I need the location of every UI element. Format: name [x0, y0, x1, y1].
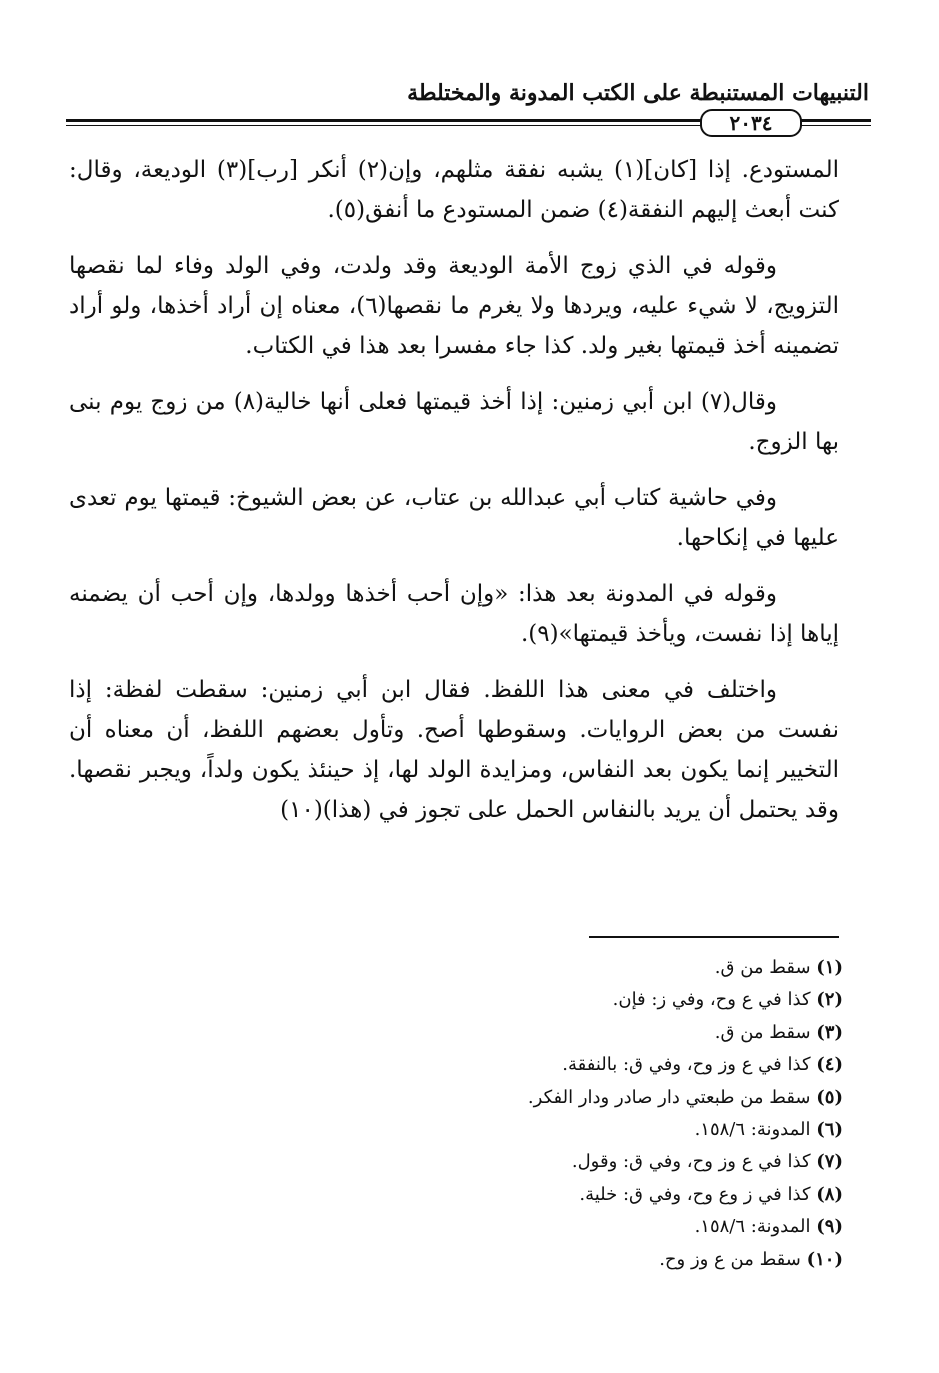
footnote-number: (٤)	[816, 1054, 843, 1076]
footnote-separator	[589, 936, 839, 938]
footnote-number: (١)	[816, 957, 843, 978]
footnotes	[343, 952, 843, 1276]
paragraph: وقال(٧) ابن أبي زمنين: إذا أخذ قيمتها فعلى أنها خالية(٨) من زوج يوم بنى بها الزوج.	[69, 389, 839, 455]
footnote	[343, 984, 843, 1016]
paragraph: واختلف في معنى هذا اللفظ. فقال ابن أبي زمنين: سقطت لفظة: إذا نفست من بعض الروايات. وسقوطها أصح. وتأول بعضهم اللفظ، أن معناه أن التخيير إنما يكون بعد النفاس، ومزايدة الولد لها، إذ حينئذ يكون ولداً، ويجبر نقصها. وقد يحتمل أن يريد بالنفاس الحمل على تجوز في (هذا)(١٠)	[69, 677, 839, 823]
paragraph: وفي حاشية كتاب أبي عبدالله بن عتاب، عن بعض الشيوخ: قيمتها يوم تعدى عليها في إنكاحها.	[69, 485, 839, 551]
footnote-number: (٨)	[816, 1183, 843, 1205]
footnote-text: سقط من ق.	[714, 1021, 811, 1043]
footnote-number: (٦)	[816, 1119, 843, 1141]
footnote-text: كذا في ع وح، وفي ز: فإن.	[612, 989, 811, 1011]
main-text	[69, 150, 839, 846]
footnote	[343, 1017, 843, 1049]
footnote	[343, 1146, 843, 1178]
footnote-text: المدونة: ١٥٨/٦.	[694, 1216, 811, 1238]
footnote	[343, 1211, 843, 1243]
footnote-number: (٩)	[816, 1216, 843, 1238]
footnote	[343, 1049, 843, 1081]
footnote-text: سقط من طبعتي دار صادر ودار الفكر.	[527, 1086, 811, 1108]
footnote	[343, 1114, 843, 1146]
footnote-text: كذا في ع وز وح، وفي ق: وقول.	[571, 1151, 811, 1173]
footnote	[343, 952, 843, 984]
page-number: ٢٠٣٤	[700, 109, 802, 137]
footnote-number: (٢)	[816, 989, 843, 1011]
footnote-number: (١٠)	[806, 1248, 843, 1270]
footnote-text: كذا في ع وز وح، وفي ق: بالنفقة.	[562, 1054, 811, 1076]
paragraph: وقوله في الذي زوج الأمة الوديعة وقد ولدت، وفي الولد وفاء لما نقصها التزويج، لا شيء عليه، ويردها ولا يغرم ما نقصها(٦)، معناه إن أراد أخذها، ولو أراد تضمينه أخذ قيمتها بغير ولد. كذا جاء مفسرا بعد هذا في الكتاب.	[69, 253, 839, 359]
paragraph: وقوله في المدونة بعد هذا: «وإن أحب أخذها وولدها، وإن أحب أن يضمنه إياها إذا نفست، ويأخذ قيمتها»(٩).	[69, 581, 839, 647]
footnote-text: سقط من ق.	[714, 957, 811, 978]
footnote-text: سقط من ع وز وح.	[659, 1248, 801, 1270]
footnote	[343, 1082, 843, 1114]
running-header-title: التنبيهات المستنبطة على الكتب المدونة والمختلطة	[407, 80, 869, 106]
footnote	[343, 1244, 843, 1276]
footnote-number: (٣)	[816, 1021, 843, 1043]
paragraph: المستودع. إذا [كان](١) يشبه نفقة مثلهم، وإن(٢) أنكر [رب](٣) الوديعة، وقال: كنت أبعث إليهم النفقة(٤) ضمن المستودع ما أنفق(٥).	[69, 157, 839, 223]
footnote-number: (٧)	[816, 1151, 843, 1173]
footnote-text: المدونة: ١٥٨/٦.	[694, 1119, 811, 1141]
footnote-text: كذا في ز وع وح، وفي ق: خلية.	[579, 1183, 811, 1205]
footnote-number: (٥)	[816, 1086, 843, 1108]
footnote	[343, 1179, 843, 1211]
